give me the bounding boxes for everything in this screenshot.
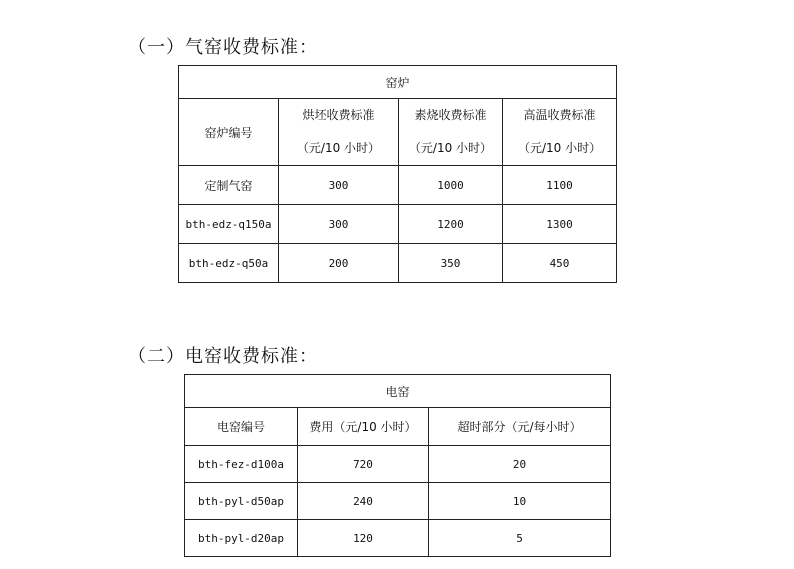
fee-cell: 1000 xyxy=(399,166,503,205)
table-row xyxy=(179,166,617,205)
kiln-id-cell: bth-edz-q150a xyxy=(179,205,279,244)
fee-cell: 120 xyxy=(298,520,429,557)
header-fee: 费用（元/10 小时） xyxy=(298,408,429,446)
fee-cell: 350 xyxy=(399,244,503,283)
fee-cell: 1300 xyxy=(503,205,617,244)
header-kiln-id: 电窑编号 xyxy=(185,408,298,446)
header-high-temp-fee: 高温收费标准 （元/10 小时） xyxy=(503,99,617,166)
table-caption: 窑炉 xyxy=(179,66,617,99)
fee-cell: 300 xyxy=(279,166,399,205)
gas-kiln-fee-table xyxy=(178,65,617,283)
overtime-cell: 5 xyxy=(429,520,611,557)
fee-cell: 1100 xyxy=(503,166,617,205)
table-row xyxy=(185,520,611,557)
overtime-cell: 10 xyxy=(429,483,611,520)
table-row xyxy=(185,446,611,483)
electric-kiln-fee-table xyxy=(184,374,611,557)
overtime-cell: 20 xyxy=(429,446,611,483)
table-row xyxy=(179,205,617,244)
gas-kiln-section-heading: （一）气窑收费标准： xyxy=(128,37,318,58)
fee-cell: 240 xyxy=(298,483,429,520)
fee-cell: 720 xyxy=(298,446,429,483)
kiln-id-cell: bth-edz-q50a xyxy=(179,244,279,283)
kiln-id-cell: bth-pyl-d20ap xyxy=(185,520,298,557)
table-caption: 电窑 xyxy=(185,375,611,408)
table-row xyxy=(179,244,617,283)
header-kiln-id: 窑炉编号 xyxy=(179,99,279,166)
header-bisque-firing-fee: 素烧收费标准 （元/10 小时） xyxy=(399,99,503,166)
header-overtime-fee: 超时部分（元/每小时） xyxy=(429,408,611,446)
table-row xyxy=(185,483,611,520)
kiln-id-cell: bth-fez-d100a xyxy=(185,446,298,483)
kiln-id-cell: 定制气窑 xyxy=(179,166,279,205)
fee-cell: 1200 xyxy=(399,205,503,244)
kiln-id-cell: bth-pyl-d50ap xyxy=(185,483,298,520)
header-bisque-drying-fee: 烘坯收费标准 （元/10 小时） xyxy=(279,99,399,166)
electric-kiln-section-heading: （二）电窑收费标准： xyxy=(128,346,318,367)
fee-cell: 450 xyxy=(503,244,617,283)
fee-cell: 200 xyxy=(279,244,399,283)
fee-cell: 300 xyxy=(279,205,399,244)
